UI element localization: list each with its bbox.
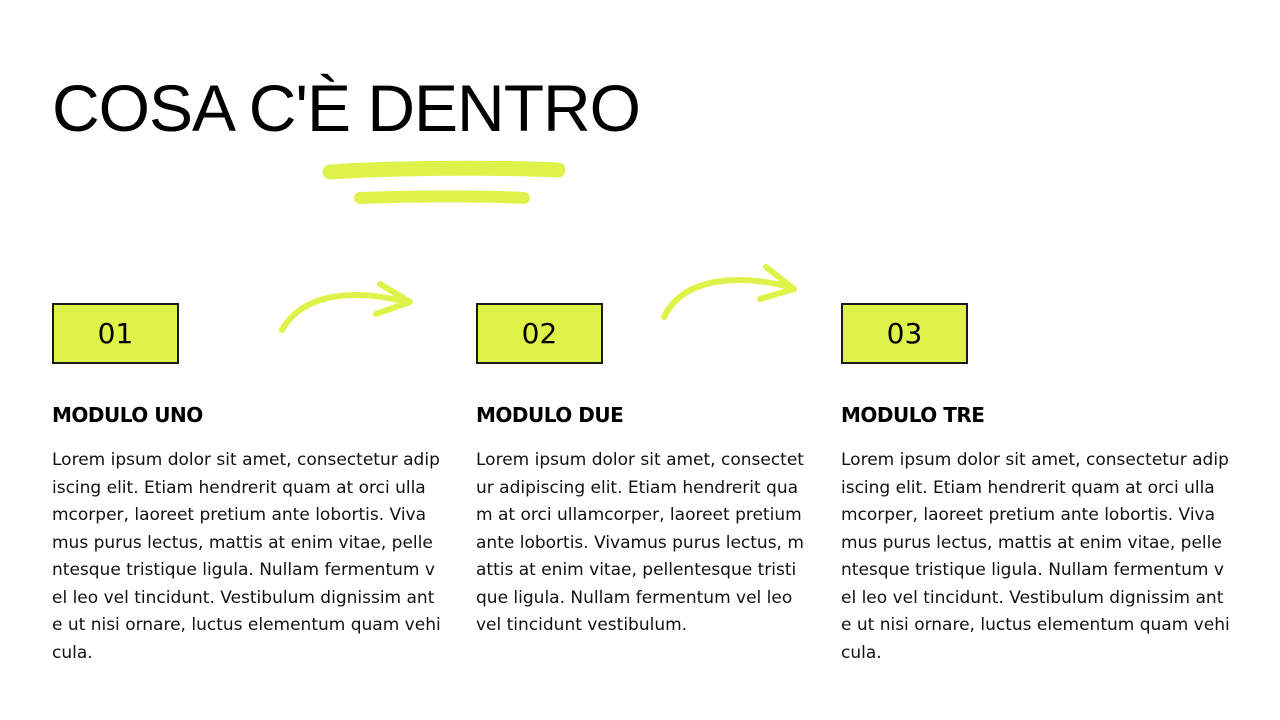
module-description: Lorem ipsum dolor sit amet, consectetur adipiscing elit. Etiam hendrerit quam at orci ullamcorper, laoreet pretium ante lobortis. Vivamus purus lectus, mattis at enim vitae, pellentesque tristique ligula. Nullam fermentum vel leo vel tincidunt. Vestibulum dignissim ante ut nisi ornare, luctus elementum quam vehicula. — [841, 450, 1230, 663]
module-card — [841, 303, 1231, 667]
highlight-underline-icon — [320, 158, 570, 214]
module-description: Lorem ipsum dolor sit amet, consectetur adipiscing elit. Etiam hendrerit quam at orci ullamcorper, laoreet pretium ante lobortis. Vivamus purus lectus, mattis at enim vitae, pellentesque tristique ligula. Nullam fermentum vel leo vel tincidunt vestibulum. — [476, 450, 804, 635]
module-card — [476, 303, 806, 640]
module-description: Lorem ipsum dolor sit amet, consectetur adipiscing elit. Etiam hendrerit quam at orci ullamcorper, laoreet pretium ante lobortis. Vivamus purus lectus, mattis at enim vitae, pellentesque tristique ligula. Nullam fermentum vel leo vel tincidunt. Vestibulum dignissim ante ut nisi ornare, luctus elementum quam vehicula. — [52, 450, 441, 663]
module-card — [52, 303, 442, 667]
module-number-badge: 03 — [841, 303, 968, 364]
module-number-badge: 01 — [52, 303, 179, 364]
slide-title: COSA C'È DENTRO — [52, 71, 641, 145]
module-title: MODULO TRE — [841, 403, 985, 427]
module-number-badge: 02 — [476, 303, 603, 364]
module-title: MODULO UNO — [52, 403, 203, 427]
module-title: MODULO DUE — [476, 403, 624, 427]
